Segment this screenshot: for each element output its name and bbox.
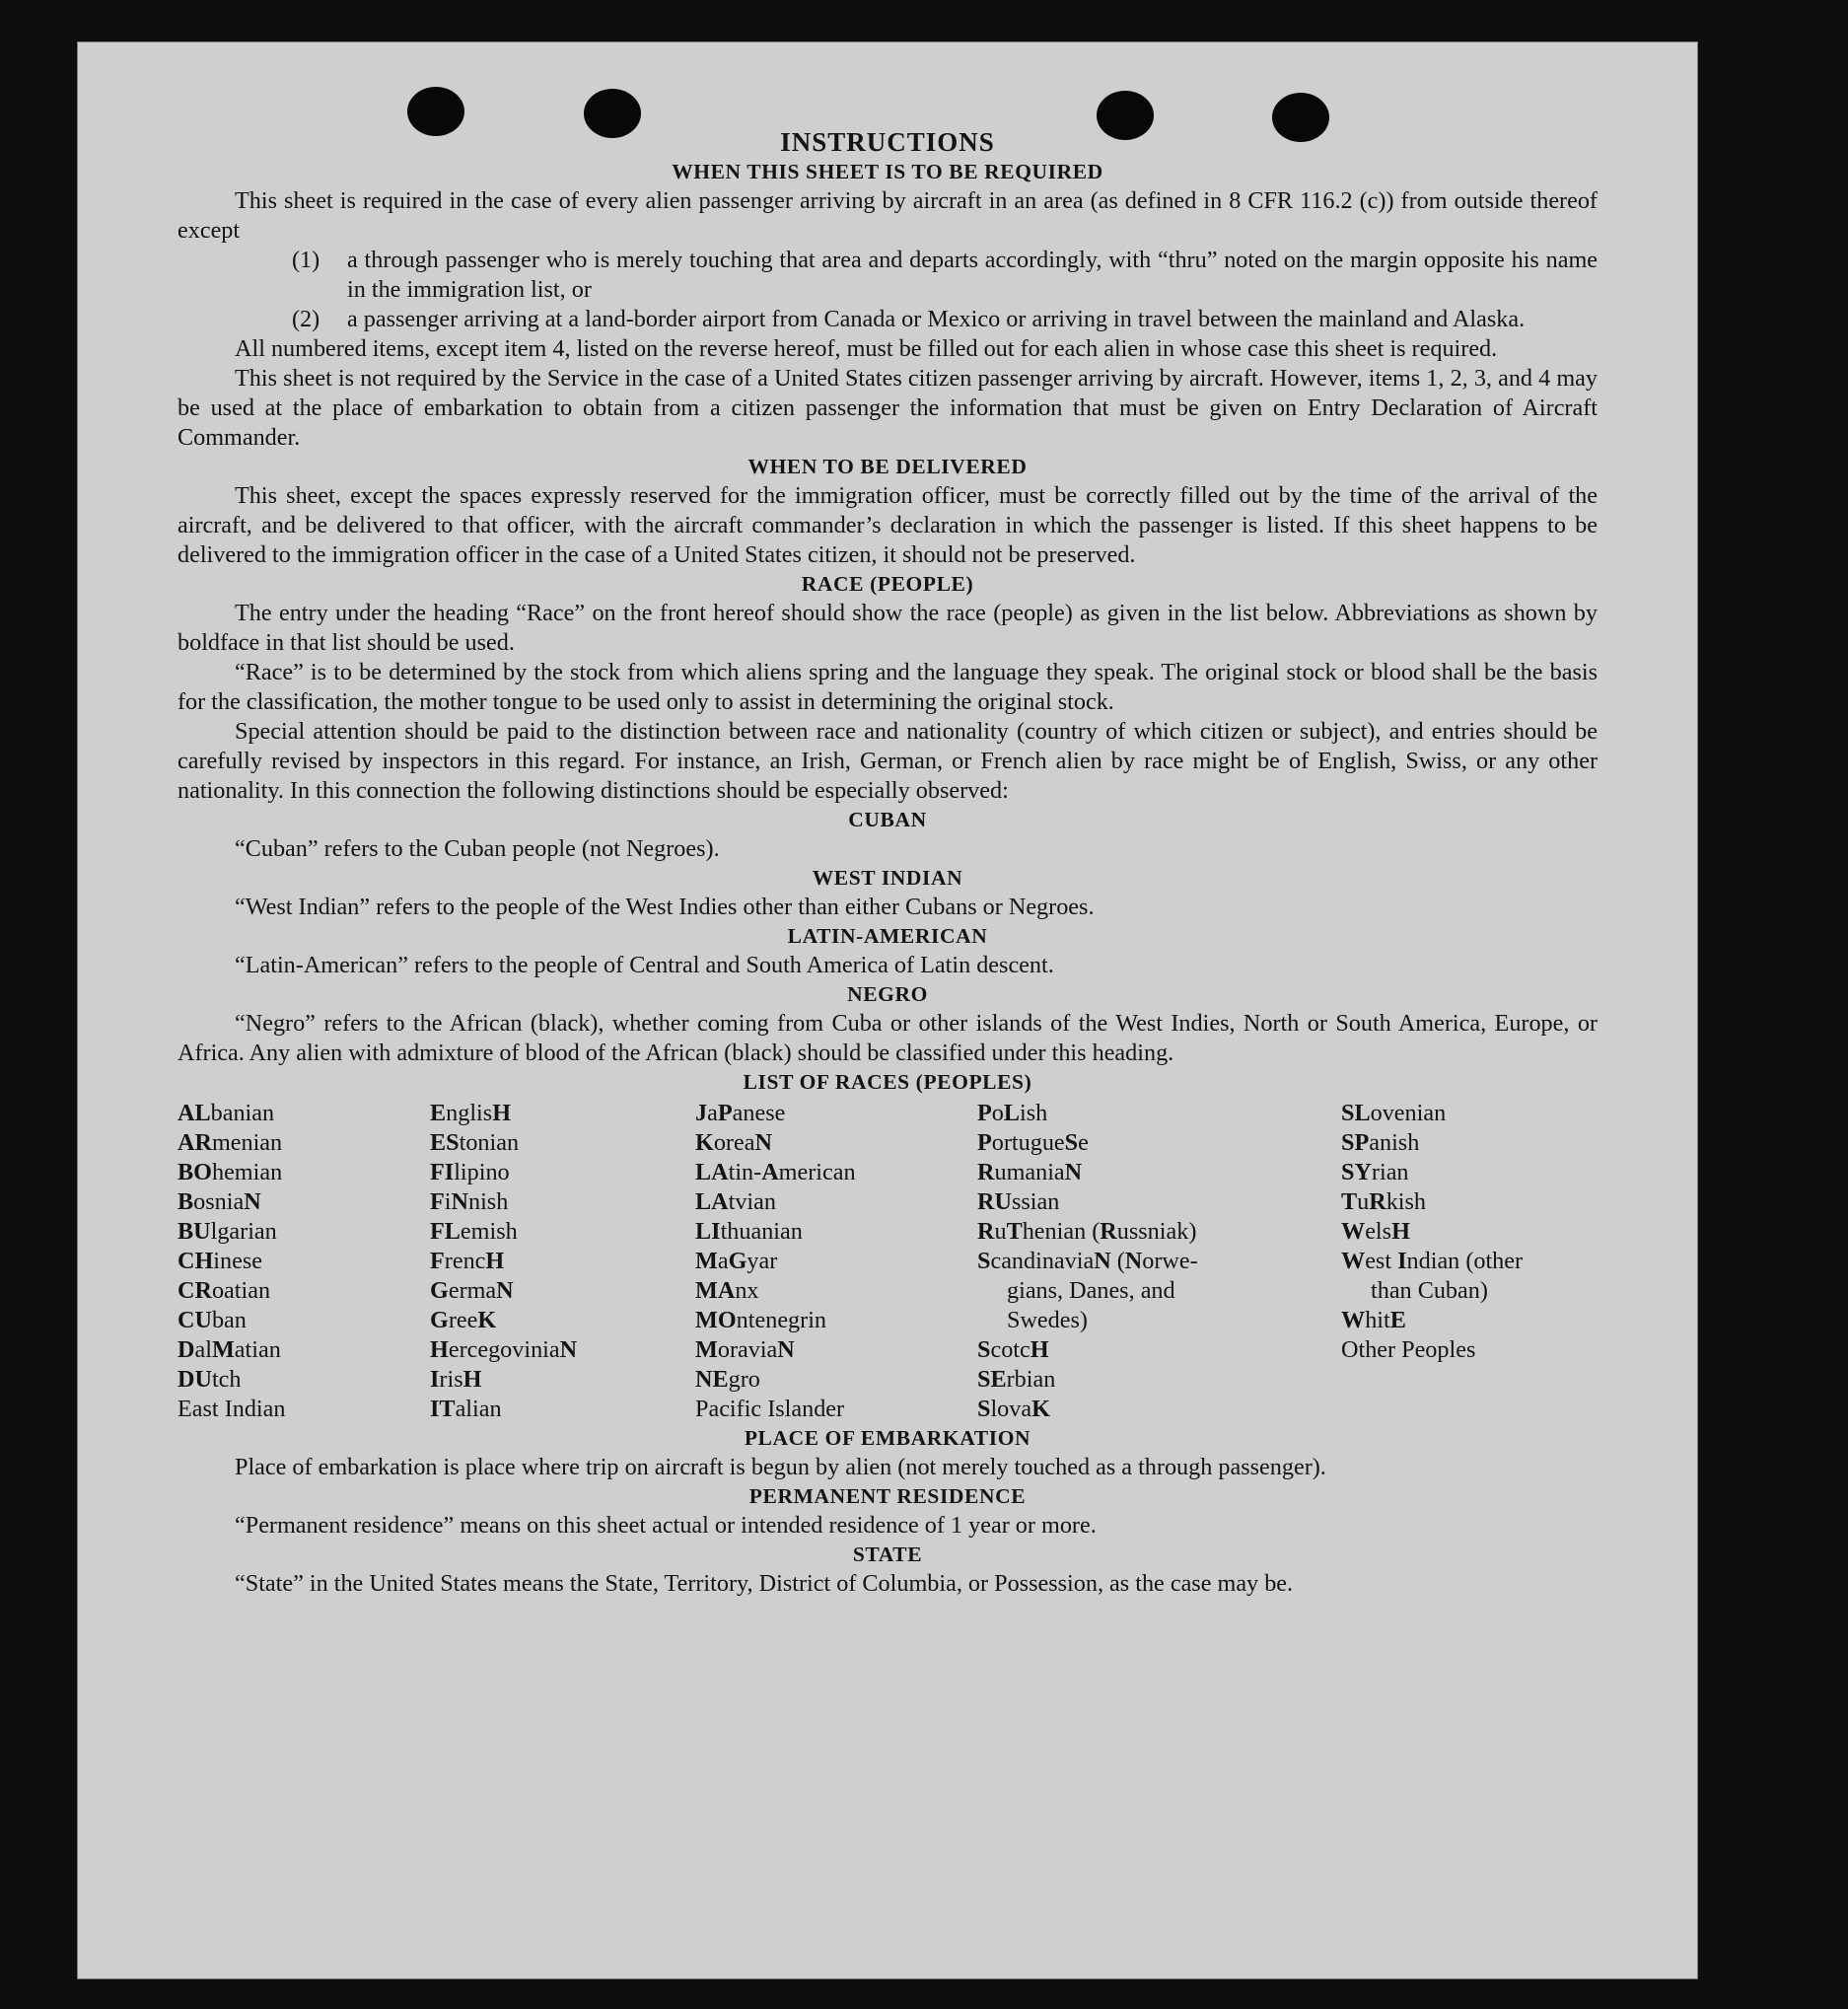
document-page: [77, 41, 1698, 1979]
race-entry: RuThenian (Russniak): [977, 1218, 1197, 1245]
race-entry: ITalian: [430, 1396, 502, 1422]
item-number: (2): [292, 306, 320, 332]
race-entry: Other Peoples: [1341, 1336, 1476, 1363]
west-indian-text: “West Indian” refers to the people of the West Indies other than either Cubans or Negroes.: [235, 894, 1095, 920]
race-column-3: [695, 1099, 977, 1424]
race-entry: NEgro: [695, 1366, 760, 1393]
race-entry: ALbanian: [178, 1100, 275, 1126]
race-entry: BOhemian: [178, 1159, 283, 1185]
race-paragraph-1: The entry under the heading “Race” on the front hereof should show the race (people) as given in the list below. Abbreviations as shown by boldface in that list should be used.: [178, 600, 1598, 656]
race-entry: LAtvian: [695, 1188, 776, 1215]
heading-residence: PERMANENT RESIDENCE: [748, 1484, 1027, 1508]
race-entry: EStonian: [430, 1129, 520, 1156]
race-entry: CHinese: [178, 1248, 262, 1274]
race-entry: HercegoviniaN: [430, 1336, 578, 1363]
race-entry: SLovenian: [1341, 1100, 1447, 1126]
race-entry: than Cuban): [1371, 1277, 1488, 1304]
race-entry: JaPanese: [695, 1100, 786, 1126]
race-entry: WelsH: [1341, 1218, 1410, 1245]
item-number: (1): [292, 247, 320, 273]
heading-embarkation: PLACE OF EMBARKATION: [744, 1426, 1031, 1450]
race-entry: LAtin-American: [695, 1159, 856, 1185]
race-entry: MoraviaN: [695, 1336, 795, 1363]
race-entry: FLemish: [430, 1218, 518, 1245]
race-entry: FiNnish: [430, 1188, 509, 1215]
heading-list-of-races: LIST OF RACES (PEOPLES): [743, 1070, 1032, 1094]
race-entry: ARmenian: [178, 1129, 283, 1156]
instructions-body: [178, 124, 1598, 1599]
race-entry: FIlipino: [430, 1159, 510, 1185]
race-entry: RUssian: [977, 1188, 1060, 1215]
exception-item-2: [178, 305, 1598, 334]
race-entry: Swedes): [1007, 1307, 1088, 1333]
item-text: a passenger arriving at a land-border airport from Canada or Mexico or arriving in travel between the mainland and Alaska.: [347, 306, 1526, 332]
race-column-1: [178, 1099, 430, 1424]
race-entry: FrencH: [430, 1248, 505, 1274]
race-entry: CUban: [178, 1307, 247, 1333]
race-entry: BosniaN: [178, 1188, 261, 1215]
race-column-5: [1341, 1099, 1598, 1424]
race-entry: KoreaN: [695, 1129, 772, 1156]
citizen-paragraph: This sheet is not required by the Service in the case of a United States citizen passenger arriving by aircraft. However, items 1, 2, 3, and 4 may be used at the place of embarkation to obtain from a citizen passenger the information that must be given on Entry Declaration of Aircraft Commander.: [178, 365, 1598, 451]
heading-when-delivered: WHEN TO BE DELIVERED: [747, 455, 1028, 478]
race-entry: PoLish: [977, 1100, 1048, 1126]
race-entry: BUlgarian: [178, 1218, 277, 1245]
when-required-intro: This sheet is required in the case of every alien passenger arriving by aircraft in an area (as defined in 8 CFR 116.2 (c)) from outside thereof except: [178, 187, 1598, 244]
race-entry: MAnx: [695, 1277, 759, 1304]
heading-negro: NEGRO: [847, 982, 928, 1006]
numbered-items-paragraph: All numbered items, except item 4, listed on the reverse hereof, must be filled out for each alien in whose case this sheet is required.: [235, 335, 1498, 362]
race-entry: gians, Danes, and: [1007, 1277, 1175, 1304]
race-entry: DalMatian: [178, 1336, 281, 1363]
race-entry: TuRkish: [1341, 1188, 1427, 1215]
race-entry: GermaN: [430, 1277, 514, 1304]
race-entry: West Indian (other: [1341, 1248, 1524, 1274]
race-entry: CRoatian: [178, 1277, 271, 1304]
cuban-text: “Cuban” refers to the Cuban people (not Negroes).: [235, 835, 720, 862]
race-entry: IrisH: [430, 1366, 482, 1393]
race-entry: EnglisH: [430, 1100, 512, 1126]
exception-item-1: [178, 246, 1598, 305]
race-entry: MaGyar: [695, 1248, 778, 1274]
race-entry: Pacific Islander: [695, 1396, 845, 1422]
race-entry: SPanish: [1341, 1129, 1420, 1156]
race-entry: East Indian: [178, 1396, 286, 1422]
state-text: “State” in the United States means the State, Territory, District of Columbia, or Possession, as the case may be.: [235, 1570, 1294, 1597]
heading-when-required: WHEN THIS SHEET IS TO BE REQUIRED: [672, 160, 1103, 183]
race-entry: WhitE: [1341, 1307, 1406, 1333]
race-column-2: [430, 1099, 695, 1424]
item-text: a through passenger who is merely touching that area and departs accordingly, with “thru” noted on the margin opposite his name in the immigration list, or: [347, 247, 1598, 303]
heading-cuban: CUBAN: [848, 808, 927, 831]
race-column-4: [977, 1099, 1341, 1424]
residence-text: “Permanent residence” means on this sheet actual or intended residence of 1 year or more.: [235, 1512, 1097, 1539]
race-entry: SErbian: [977, 1366, 1056, 1393]
race-entry: SYrian: [1341, 1159, 1409, 1185]
heading-state: STATE: [852, 1543, 923, 1566]
race-entry: ScotcH: [977, 1336, 1049, 1363]
race-entry: LIthuanian: [695, 1218, 803, 1245]
heading-race: RACE (PEOPLE): [801, 572, 974, 596]
when-delivered-text: This sheet, except the spaces expressly reserved for the immigration officer, must be correctly filled out by the time of the arrival of the aircraft, and be delivered to that officer, with the aircraft commander’s declaration in which the passenger is listed. If this sheet happens to be delivered to the immigration officer in the case of a United States citizen, it should not be preserved.: [178, 482, 1598, 568]
race-entry: DUtch: [178, 1366, 242, 1393]
race-entry: ScandinaviaN (Norwe-: [977, 1248, 1198, 1274]
page-title: INSTRUCTIONS: [780, 127, 995, 157]
negro-text: “Negro” refers to the African (black), whether coming from Cuba or other islands of the West Indies, North or South America, Europe, or Africa. Any alien with admixture of blood of the African (black) should be classified under this heading.: [178, 1010, 1598, 1066]
embarkation-text: Place of embarkation is place where trip on aircraft is begun by alien (not merely touched as a through passenger).: [235, 1454, 1326, 1480]
race-entry: RumaniaN: [977, 1159, 1083, 1185]
latin-american-text: “Latin-American” refers to the people of Central and South America of Latin descent.: [235, 952, 1054, 978]
race-paragraph-3: Special attention should be paid to the distinction between race and nationality (country of which citizen or subject), and entries should be carefully revised by inspectors in this regard. For instance, an Irish, German, or French alien by race might be of English, Swiss, or any other nationality. In this connection the following distinctions should be especially observed:: [178, 718, 1598, 804]
race-entry: PortugueSe: [977, 1129, 1089, 1156]
race-paragraph-2: “Race” is to be determined by the stock from which aliens spring and the language they speak. The original stock or blood shall be the basis for the classification, the mother tongue to be used only to assist in determining the original stock.: [178, 659, 1598, 715]
race-entry: SlovaK: [977, 1396, 1050, 1422]
race-list: [178, 1099, 1598, 1424]
heading-latin-american: LATIN-AMERICAN: [787, 924, 988, 948]
heading-west-indian: WEST INDIAN: [812, 866, 963, 890]
race-entry: MOntenegrin: [695, 1307, 827, 1333]
race-entry: GreeK: [430, 1307, 497, 1333]
